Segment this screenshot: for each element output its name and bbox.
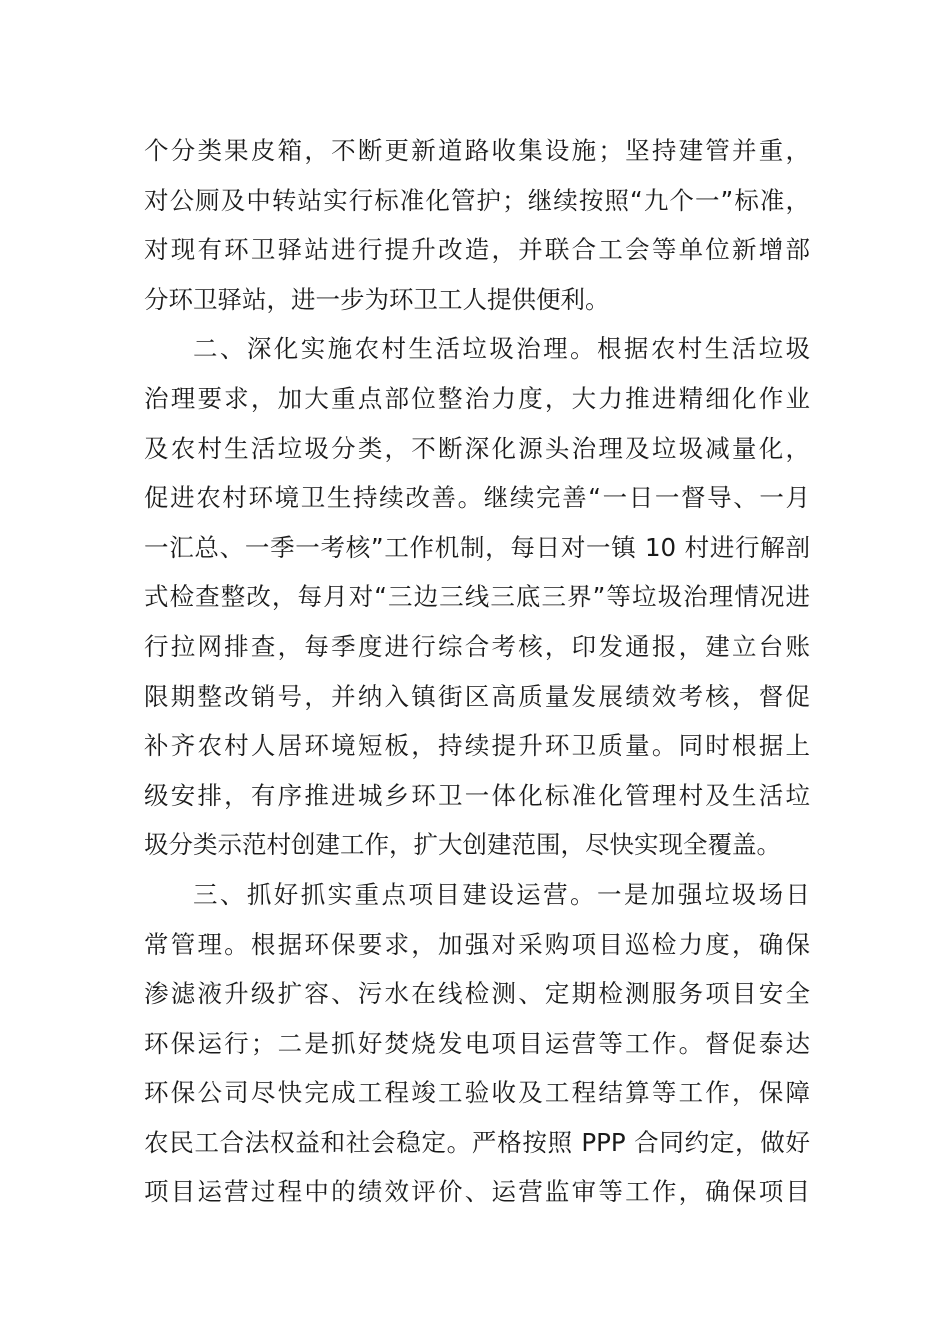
text-line: 一汇总、一季一考核”工作机制，每日对一镇 10 村进行解剖 <box>144 532 810 562</box>
text-line: 补齐农村人居环境短板，持续提升环卫质量。同时根据上 <box>144 731 810 761</box>
text-line: 行拉网排查，每季度进行综合考核，印发通报，建立台账 <box>144 631 810 661</box>
text-line: 分环卫驿站，进一步为环卫工人提供便利。 <box>144 284 610 314</box>
text-line: 对现有环卫驿站进行提升改造，并联合工会等单位新增部 <box>144 235 810 265</box>
text-line: 环保公司尽快完成工程竣工验收及工程结算等工作，保障 <box>144 1078 810 1108</box>
text-line: 限期整改销号，并纳入镇街区高质量发展绩效考核，督促 <box>144 681 810 711</box>
text-line: 项目运营过程中的绩效评价、运营监审等工作，确保项目 <box>144 1177 810 1207</box>
section-heading-line: 三、抓好抓实重点项目建设运营。一是加强垃圾场日 <box>193 879 810 909</box>
text-line: 级安排，有序推进城乡环卫一体化标准化管理村及生活垃 <box>144 780 810 810</box>
text-line: 常管理。根据环保要求，加强对采购项目巡检力度，确保 <box>144 929 810 959</box>
text-line: 促进农村环境卫生持续改善。继续完善“一日一督导、一月 <box>144 483 810 513</box>
text-line: 及农村生活垃圾分类，不断深化源头治理及垃圾减量化， <box>144 433 810 463</box>
text-line: 圾分类示范村创建工作，扩大创建范围，尽快实现全覆盖。 <box>144 830 781 860</box>
text-line: 个分类果皮箱，不断更新道路收集设施；坚持建管并重， <box>144 136 810 165</box>
text-line: 农民工合法权益和社会稳定。严格按照 PPP 合同约定，做好 <box>144 1127 810 1157</box>
text-line: 治理要求，加大重点部位整治力度，大力推进精细化作业 <box>144 383 810 413</box>
document-body <box>144 126 810 1217</box>
text-line: 式检查整改，每月对“三边三线三底三界”等垃圾治理情况进 <box>144 582 810 612</box>
text-line: 环保运行；二是抓好焚烧发电项目运营等工作。督促泰达 <box>144 1028 810 1058</box>
text-line: 对公厕及中转站实行标准化管护；继续按照“九个一”标准， <box>144 185 810 215</box>
section-heading-line: 二、深化实施农村生活垃圾治理。根据农村生活垃圾 <box>193 334 810 364</box>
text-line: 渗滤液升级扩容、污水在线检测、定期检测服务项目安全 <box>144 979 810 1009</box>
